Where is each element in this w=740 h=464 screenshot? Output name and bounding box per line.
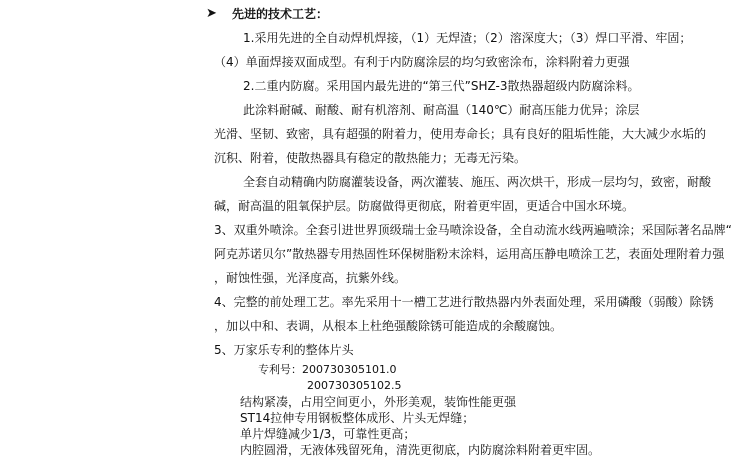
feature-line: ST14拉伸专用钢板整体成形、片头无焊缝； [240, 411, 475, 425]
paragraph-line: 1.采用先进的全自动焊机焊接，（1）无焊渣；（2）溶深度大；（3）焊口平滑、牢固； [243, 31, 692, 45]
patent-number-line: 200730305102.5 [307, 379, 402, 392]
section-title: 先进的技术工艺： [232, 7, 329, 21]
paragraph-line: ，耐蚀性强，光泽度高，抗紫外线。 [214, 271, 407, 285]
paragraph-line: 全套自动精确内防腐灌装设备，两次灌装、施压、两次烘干，形成一层均匀，致密，耐酸 [243, 175, 712, 189]
paragraph-line: 此涂料耐碱、耐酸、耐有机溶剂、耐高温（140℃）耐高压能力优异；涂层 [243, 103, 640, 117]
paragraph-line: ，加以中和、表调，从根本上杜绝强酸除锈可能造成的余酸腐蚀。 [214, 319, 563, 333]
triangle-bullet-icon: ➤ [206, 6, 217, 21]
paragraph-line: 沉积、附着，使散热器具有稳定的散热能力；无毒无污染。 [214, 151, 527, 165]
section-heading [206, 6, 328, 22]
paragraph-line: 4、完整的前处理工艺。率先采用十一槽工艺进行散热器内外表面处理，采用磷酸（弱酸）除锈 [214, 295, 714, 309]
patent-number-line: 专利号：200730305101.0 [258, 363, 397, 376]
feature-line: 结构紧凑，占用空间更小，外形美观，装饰性能更强 [240, 395, 517, 409]
paragraph-line: 光滑、坚韧、致密，具有超强的附着力，使用寿命长；具有良好的阻垢性能，大大减少水垢的 [214, 127, 707, 141]
paragraph-line: 5、万家乐专利的整体片头 [214, 343, 354, 357]
paragraph-line: （4）单面焊接双面成型。有利于内防腐涂层的均匀致密涂布，涂料附着力更强 [214, 55, 630, 69]
paragraph-line: 3、双重外喷涂。全套引进世界顶级瑞士金马喷涂设备，全自动流水线两遍喷涂；采国际著名品牌“ [214, 223, 732, 237]
paragraph-line: 阿克苏诺贝尔”散热器专用热固性环保树脂粉末涂料，运用高压静电喷涂工艺，表面处理附着力强 [214, 247, 725, 261]
feature-line: 内腔圆滑，无液体残留死角，清洗更彻底，内防腐涂料附着更牢固。 [240, 443, 601, 457]
paragraph-line: 碱，耐高温的阻氧保护层。防腐做得更彻底，附着更牢固，更适合中国水环境。 [214, 199, 635, 213]
paragraph-line: 2.二重内防腐。采用国内最先进的“第三代”SHZ-3散热器超级内防腐涂料。 [243, 79, 640, 93]
feature-line: 单片焊缝减少1/3，可靠性更高； [240, 427, 416, 441]
